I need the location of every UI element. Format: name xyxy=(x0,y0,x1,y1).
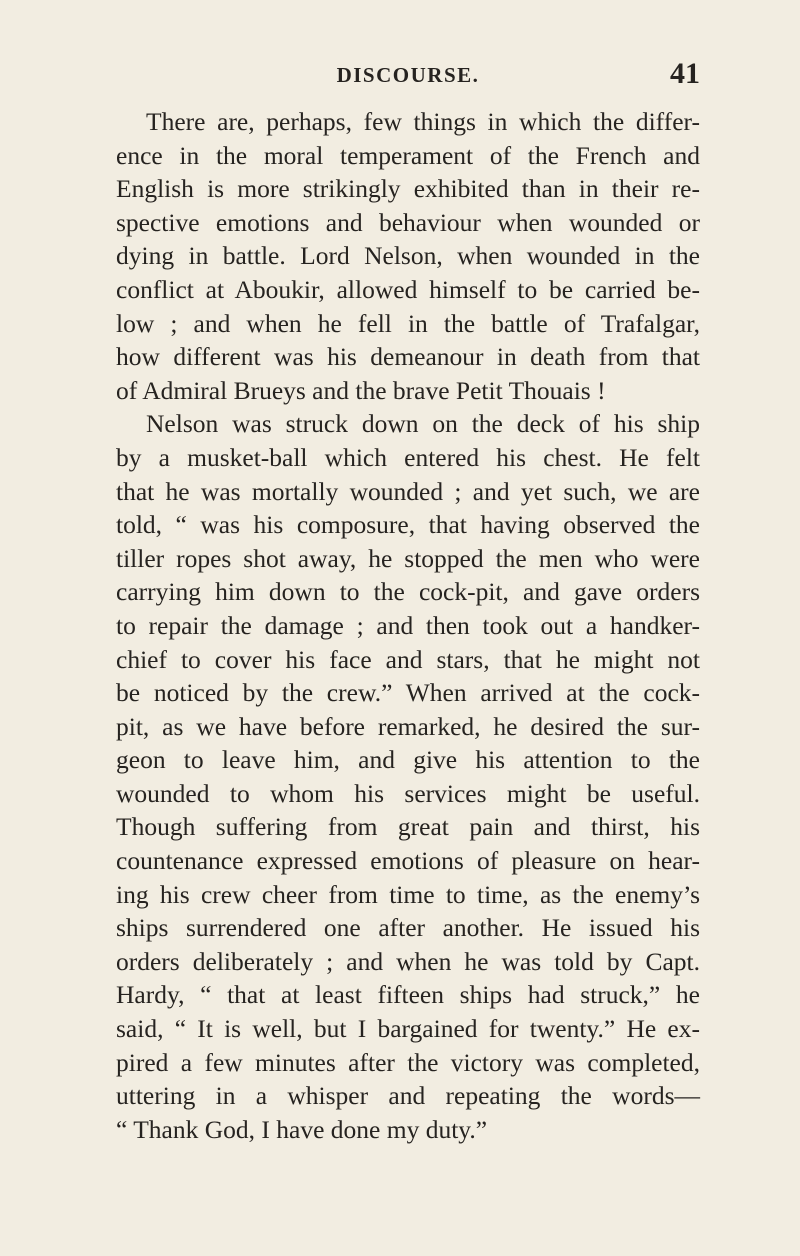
paragraph-2 xyxy=(116,407,700,1146)
running-head xyxy=(116,57,700,93)
text-line: told, “ was his composure, that having observed the xyxy=(116,510,700,540)
body-text xyxy=(116,105,700,1146)
paragraph-1 xyxy=(116,105,700,407)
page-number: 41 xyxy=(670,57,700,90)
text-line: ing his crew cheer from time to time, as the enemy’s xyxy=(116,879,700,909)
running-title: DISCOURSE. xyxy=(336,63,480,87)
text-line: Nelson was struck down on the deck of his ship xyxy=(146,409,700,439)
text-line: pired a few minutes after the victory was completed, xyxy=(116,1047,700,1077)
text-line: chief to cover his face and stars, that he might not xyxy=(116,644,700,674)
text-line: pit, as we have before remarked, he desired the sur- xyxy=(116,711,700,741)
text-line: English is more strikingly exhibited than in their re- xyxy=(116,174,700,204)
text-line: how different was his demeanour in death from that xyxy=(116,342,700,372)
text-line: said, “ It is well, but I bargained for twenty.” He ex- xyxy=(116,1014,700,1044)
text-line: Though suffering from great pain and thirst, his xyxy=(116,812,700,842)
text-line: that he was mortally wounded ; and yet such, we are xyxy=(116,476,700,506)
text-line: conflict at Aboukir, allowed himself to be carried be- xyxy=(116,274,700,304)
text-line: dying in battle. Lord Nelson, when wounded in the xyxy=(116,241,700,271)
text-line: to repair the damage ; and then took out a handker- xyxy=(116,610,700,640)
text-line: carrying him down to the cock-pit, and gave orders xyxy=(116,577,700,607)
text-line: geon to leave him, and give his attention to the xyxy=(116,745,700,775)
text-line: be noticed by the crew.” When arrived at the cock- xyxy=(116,678,700,708)
text-line: uttering in a whisper and repeating the words— xyxy=(116,1081,700,1111)
text-line: Hardy, “ that at least fifteen ships had struck,” he xyxy=(116,980,700,1010)
text-line: ence in the moral temperament of the French and xyxy=(116,140,700,170)
text-line: orders deliberately ; and when he was told by Capt. xyxy=(116,946,700,976)
text-line: of Admiral Brueys and the brave Petit Thouais ! xyxy=(116,375,606,405)
text-line: “ Thank God, I have done my duty.” xyxy=(116,1114,488,1144)
text-line: wounded to whom his services might be useful. xyxy=(116,778,700,808)
text-line: by a musket-ball which entered his chest. He felt xyxy=(116,442,700,472)
text-line: low ; and when he fell in the battle of Trafalgar, xyxy=(116,308,700,338)
text-line: tiller ropes shot away, he stopped the men who were xyxy=(116,543,700,573)
text-line: There are, perhaps, few things in which the differ- xyxy=(146,107,700,136)
text-line: ships surrendered one after another. He issued his xyxy=(116,913,700,943)
text-line: spective emotions and behaviour when wounded or xyxy=(116,207,700,237)
text-line: countenance expressed emotions of pleasure on hear- xyxy=(116,846,700,876)
